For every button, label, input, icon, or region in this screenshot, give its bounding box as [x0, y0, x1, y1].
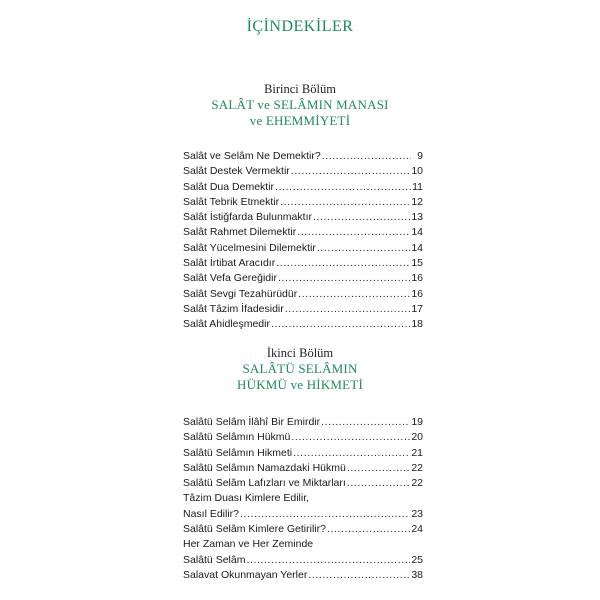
toc-entry [183, 430, 423, 445]
toc-entry [183, 271, 423, 286]
toc-entry [183, 537, 423, 552]
toc-entry [183, 164, 423, 179]
toc-entry [183, 317, 423, 332]
toc-dot-leader [313, 210, 410, 225]
toc-entry [183, 241, 423, 256]
toc-entry-title: Salavat Okunmayan Yerler [183, 568, 308, 581]
toc-entry-title: Salâtü Selâmın Namazdaki Hükmü [183, 461, 346, 474]
toc-dot-leader [308, 568, 410, 583]
toc-entry [183, 415, 423, 430]
toc-entry-page: 25 [411, 553, 423, 566]
toc-entry [183, 195, 423, 210]
toc-entry [183, 180, 423, 195]
toc-entry-page: 18 [411, 318, 423, 331]
toc-entry-title: Salât Rahmet Dilemektir [183, 226, 297, 239]
toc-entry-page: 12 [411, 195, 423, 208]
toc-dot-leader [347, 476, 411, 491]
toc-entry [183, 491, 423, 506]
section-1-heading-line-2: ve EHEMMİYETİ [249, 113, 351, 128]
toc-dot-leader [322, 149, 411, 164]
toc-entry-page: 22 [411, 461, 423, 474]
toc-entry-page: 9 [417, 150, 423, 162]
toc-entry-page: 16 [411, 287, 423, 300]
toc-entry [183, 256, 423, 271]
toc-entry [183, 287, 423, 302]
toc-entry-title: Salât Ahidleşmedir [183, 318, 270, 331]
toc-entry [183, 461, 423, 476]
toc-dot-leader [246, 553, 410, 568]
section-2-subtitle: İkinci Bölüm [266, 346, 334, 360]
toc-entry-page: 16 [411, 272, 423, 285]
toc-entry-title: Her Zaman ve Her Zeminde [183, 538, 314, 551]
toc-entry-title: Salât Tâzim İfadesidir [183, 302, 284, 315]
toc-entry-page: 20 [411, 431, 423, 444]
toc-dot-leader [327, 522, 410, 537]
toc-entry [183, 507, 423, 522]
toc-dot-leader [293, 446, 410, 461]
toc-entry [183, 522, 423, 537]
toc-entry-title: Salât Destek Vermektir [183, 165, 290, 178]
toc-entry-title: Tâzim Duası Kimlere Edilir, [183, 492, 310, 505]
toc-entry [183, 476, 423, 491]
page-title: İÇİNDEKİLER [246, 18, 354, 35]
toc-entry-page: 17 [411, 302, 423, 315]
toc-entry-title: Salât İstiğfarda Bulunmaktır [183, 211, 312, 224]
toc-dot-leader [280, 195, 410, 210]
toc-entry-page: 21 [411, 446, 423, 459]
toc-entry-title: Salâtü Selâm [183, 553, 246, 566]
toc-entry-title: Salâtü Selâm Lafızları ve Miktarları [183, 477, 346, 490]
toc-entry-page: 14 [411, 226, 423, 239]
toc-dot-leader [347, 461, 410, 476]
toc-entry [183, 553, 423, 568]
toc-entry-title: Salâtü Selâm İlâhî Bir Emirdir [183, 416, 321, 428]
toc-entry-page: 10 [411, 165, 423, 178]
section-2-heading-line-2: HÜKMÜ ve HİKMETİ [237, 377, 363, 392]
toc-entry-page: 15 [411, 257, 423, 270]
section-1-toc [183, 149, 423, 333]
toc-dot-leader [317, 241, 410, 256]
toc-entry-page: 22 [411, 477, 423, 490]
toc-entry-page: 13 [411, 211, 423, 224]
toc-dot-leader [278, 271, 410, 286]
toc-dot-leader [321, 415, 410, 430]
toc-dot-leader [240, 507, 410, 522]
section-1-header [0, 82, 600, 129]
section-1-heading-line-1: SALÂT ve SELÂMIN MANASI [211, 97, 389, 112]
section-2-toc [183, 415, 423, 583]
toc-entry-title: Salâtü Selâm Kimlere Getirilir? [183, 523, 326, 536]
toc-entry-page: 38 [411, 568, 423, 581]
section-2-header [0, 346, 600, 393]
toc-dot-leader [291, 430, 410, 445]
toc-dot-leader [298, 287, 410, 302]
toc-entry-title: Salât Vefa Gereğidir [183, 272, 277, 285]
toc-entry-title: Salât Yücelmesini Dilemektir [183, 241, 316, 254]
toc-entry-title: Salâtü Selâmın Hükmü [183, 431, 291, 444]
toc-entry-title: Nasıl Edilir? [183, 507, 240, 520]
toc-dot-leader [291, 164, 411, 179]
toc-entry-title: Salâtü Selâmın Hikmeti [183, 446, 293, 459]
toc-dot-leader [275, 180, 411, 195]
toc-entry-title: Salât Dua Demektir [183, 180, 275, 193]
toc-entry [183, 149, 423, 164]
toc-entry [183, 210, 423, 225]
toc-entry [183, 225, 423, 240]
toc-entry-page: 24 [411, 523, 423, 536]
toc-dot-leader [297, 225, 410, 240]
toc-entry-title: Salât İrtibat Aracıdır [183, 257, 276, 270]
toc-dot-leader [271, 317, 410, 332]
toc-entry-page: 11 [412, 180, 423, 193]
toc-dot-leader [285, 302, 411, 317]
toc-entry-title: Salât Sevgi Tezahürüdür [183, 287, 298, 300]
toc-entry [183, 302, 423, 317]
toc-entry-title: Salât Tebrik Etmektir [183, 195, 280, 208]
section-1-subtitle: Birinci Bölüm [264, 82, 336, 96]
toc-entry-page: 14 [411, 241, 423, 254]
toc-dot-leader [276, 256, 410, 271]
toc-entry-title: Salât ve Selâm Ne Demektir? [183, 150, 321, 162]
toc-entry-page: 23 [411, 507, 423, 520]
toc-entry [183, 568, 423, 583]
section-2-heading-line-1: SALÂTÜ SELÂMIN [242, 361, 358, 376]
toc-entry-page: 19 [411, 416, 423, 428]
toc-entry [183, 446, 423, 461]
